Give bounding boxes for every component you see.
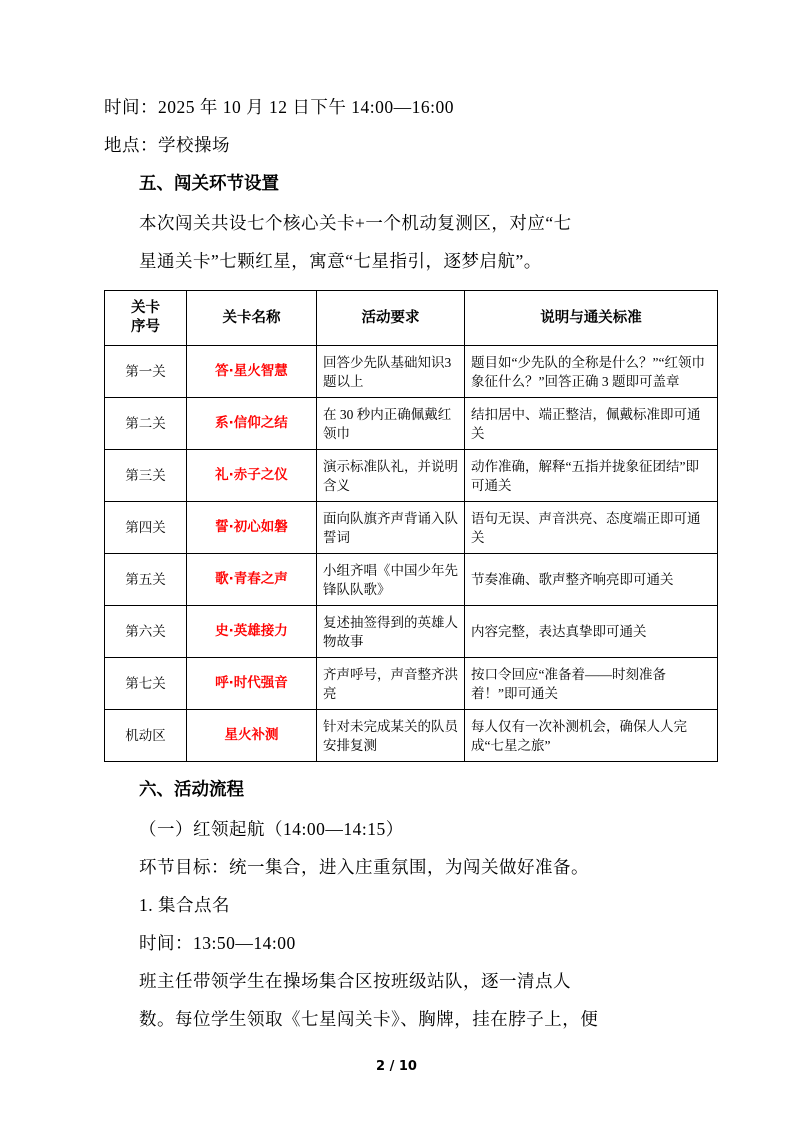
cell-standard: 结扣居中、端正整洁，佩戴标准即可通关 <box>465 398 718 450</box>
cell-seq: 第二关 <box>105 398 187 450</box>
cell-standard: 节奏准确、歌声整齐响亮即可通关 <box>465 554 718 606</box>
column-header-standard: 说明与通关标准 <box>465 291 718 346</box>
cell-name: 礼·赤子之仪 <box>187 450 317 502</box>
cell-seq: 机动区 <box>105 710 187 762</box>
cell-requirement: 回答少先队基础知识3 题以上 <box>317 346 465 398</box>
item-1-time: 时间：13:50—14:00 <box>139 933 296 953</box>
table-row <box>105 606 718 658</box>
item-1-title: 1. 集合点名 <box>139 895 230 915</box>
column-header-seq <box>105 291 187 346</box>
column-header-name: 关卡名称 <box>187 291 317 346</box>
cell-seq: 第六关 <box>105 606 187 658</box>
section-6-goal-line: 环节目标：统一集合，进入庄重氛围，为闯关做好准备。 <box>139 857 589 877</box>
cell-seq: 第一关 <box>105 346 187 398</box>
cell-seq: 第七关 <box>105 658 187 710</box>
cell-name: 星火补测 <box>187 710 317 762</box>
table-row <box>105 502 718 554</box>
cell-standard: 内容完整，表达真挚即可通关 <box>465 606 718 658</box>
cell-requirement: 齐声呼号，声音整齐洪亮 <box>317 658 465 710</box>
cell-standard: 题目如“少先队的全称是什么？”“红领巾象征什么？”回答正确 3 题即可盖章 <box>465 346 718 398</box>
cell-requirement: 在 30 秒内正确佩戴红领巾 <box>317 398 465 450</box>
cell-requirement: 面向队旗齐声背诵入队誓词 <box>317 502 465 554</box>
item-1-body-line-2: 数。每位学生领取《七星闯关卡》、胸牌，挂在脖子上，便 <box>139 1009 599 1029</box>
cell-name: 誓·初心如磐 <box>187 502 317 554</box>
table-row <box>105 554 718 606</box>
checkpoint-table <box>104 290 718 762</box>
table-body <box>105 346 718 762</box>
column-header-seq-line2: 序号 <box>131 319 160 335</box>
cell-name: 史·英雄接力 <box>187 606 317 658</box>
cell-standard: 每人仅有一次补测机会，确保人人完成“七星之旅” <box>465 710 718 762</box>
cell-seq: 第四关 <box>105 502 187 554</box>
cell-standard: 动作准确，解释“五指并拢象征团结”即可通关 <box>465 450 718 502</box>
section-5-paragraph-line-2: 星通关卡”七颗红星，寓意“七星指引，逐梦启航”。 <box>139 251 542 271</box>
table-row <box>105 710 718 762</box>
cell-name: 系·信仰之结 <box>187 398 317 450</box>
cell-name: 答·星火智慧 <box>187 346 317 398</box>
cell-seq: 第三关 <box>105 450 187 502</box>
table-row <box>105 450 718 502</box>
event-time-line: 时间：2025 年 10 月 12 日下午 14:00—16:00 <box>104 97 454 117</box>
section-6-heading: 六、活动流程 <box>139 780 244 800</box>
column-header-seq-line1: 关卡 <box>131 300 160 316</box>
table-row <box>105 346 718 398</box>
cell-seq: 第五关 <box>105 554 187 606</box>
item-1-body-line-1: 班主任带领学生在操场集合区按班级站队，逐一清点人 <box>139 971 571 991</box>
table-header-row <box>105 291 718 346</box>
table-row <box>105 398 718 450</box>
cell-requirement: 演示标准队礼，并说明含义 <box>317 450 465 502</box>
cell-standard: 按口令回应“准备着——时刻准备着！”即可通关 <box>465 658 718 710</box>
cell-name: 歌·青春之声 <box>187 554 317 606</box>
page-number: 2 / 10 <box>376 1059 417 1074</box>
table-row <box>105 658 718 710</box>
cell-standard: 语句无误、声音洪亮、态度端正即可通关 <box>465 502 718 554</box>
cell-requirement: 小组齐唱《中国少年先锋队队歌》 <box>317 554 465 606</box>
section-6-subheading-1: （一）红领起航（14:00—14:15） <box>139 819 404 839</box>
section-5-heading: 五、闯关环节设置 <box>139 174 279 194</box>
cell-requirement: 针对未完成某关的队员安排复测 <box>317 710 465 762</box>
section-5-paragraph-line-1: 本次闯关共设七个核心关卡+一个机动复测区，对应“七 <box>139 213 572 233</box>
cell-requirement: 复述抽签得到的英雄人物故事 <box>317 606 465 658</box>
event-place-line: 地点：学校操场 <box>104 135 230 155</box>
column-header-requirement: 活动要求 <box>317 291 465 346</box>
cell-name: 呼·时代强音 <box>187 658 317 710</box>
